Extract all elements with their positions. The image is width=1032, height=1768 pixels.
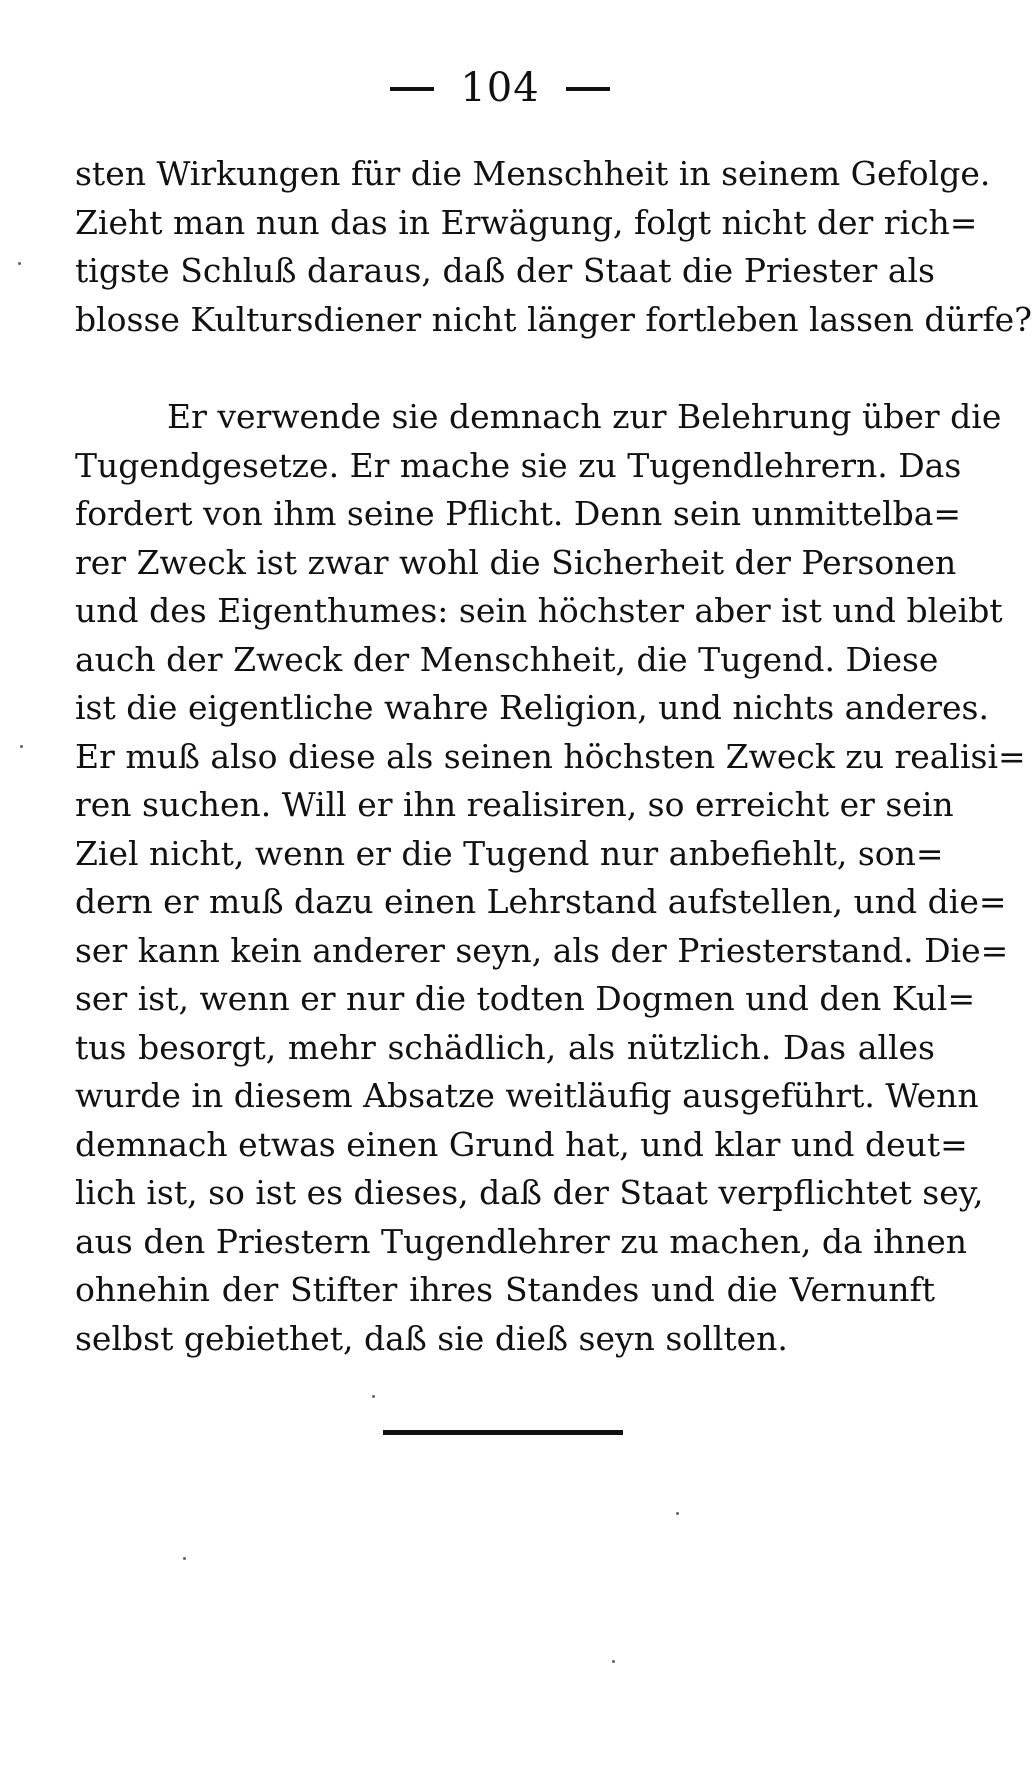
print-speck (372, 1395, 375, 1398)
print-speck (20, 745, 23, 748)
text-line: blosse Kultursdiener nicht länger fortleben lassen dürfe? (75, 299, 1032, 339)
text-line: aus den Priestern Tugendlehrer zu machen, da ihnen (75, 1221, 967, 1261)
print-speck (183, 1557, 186, 1560)
page-number: 104 (460, 65, 540, 111)
text-line: demnach etwas einen Grund hat, und klar und deut= (75, 1124, 968, 1164)
text-line: sten Wirkungen für die Menschheit in seinem Gefolge. (75, 154, 991, 193)
print-speck (18, 262, 21, 265)
print-speck (676, 1512, 679, 1515)
text-line: selbst gebiethet, daß sie dieß seyn sollten. (75, 1318, 788, 1358)
text-line: ser ist, wenn er nur die todten Dogmen und den Kul= (75, 979, 976, 1018)
text-line: dern er muß dazu einen Lehrstand aufstellen, und die= (75, 882, 1007, 921)
text-line: lich ist, so ist es dieses, daß der Staat verpflichtet sey, (75, 1173, 984, 1212)
text-line: auch der Zweck der Menschheit, die Tugend. Diese (75, 639, 939, 679)
text-line: tus besorgt, mehr schädlich, als nützlich. Das alles (75, 1027, 935, 1067)
text-line: ist die eigentliche wahre Religion, und nichts anderes. (75, 688, 989, 727)
text-line: tigste Schluß daraus, daß der Staat die Priester als (75, 251, 935, 290)
text-line: Zieht man nun das in Erwägung, folgt nicht der rich= (75, 202, 978, 242)
text-line: Tugendgesetze. Er mache sie zu Tugendlehrern. Das (75, 445, 962, 485)
paragraph-2 (75, 393, 1026, 1363)
text-line: und des Eigenthumes: sein höchster aber ist und bleibt (75, 591, 1003, 630)
header-dash-right (566, 87, 610, 91)
text-line: ren suchen. Will er ihn realisiren, so erreicht er sein (75, 785, 954, 824)
page-number-header (0, 58, 1000, 118)
print-speck (612, 1660, 615, 1663)
header-dash-left (390, 87, 434, 91)
text-line: wurde in diesem Absatze weitläufig ausgeführt. Wenn (75, 1076, 979, 1115)
text-line: rer Zweck ist zwar wohl die Sicherheit der Personen (75, 542, 957, 582)
text-line: Er verwende sie demnach zur Belehrung über die (167, 397, 1002, 436)
end-of-section-rule (383, 1430, 623, 1435)
text-line: ohnehin der Stifter ihres Standes und die Vernunft (75, 1270, 935, 1309)
text-line: fordert von ihm seine Pflicht. Denn sein unmittelba= (75, 494, 962, 533)
text-line: ser kann kein anderer seyn, als der Priesterstand. Die= (75, 930, 1009, 970)
text-line: Er muß also diese als seinen höchsten Zweck zu realisi= (75, 736, 1026, 776)
text-line: Ziel nicht, wenn er die Tugend nur anbefiehlt, son= (75, 833, 944, 873)
paragraph-1 (75, 150, 1032, 344)
